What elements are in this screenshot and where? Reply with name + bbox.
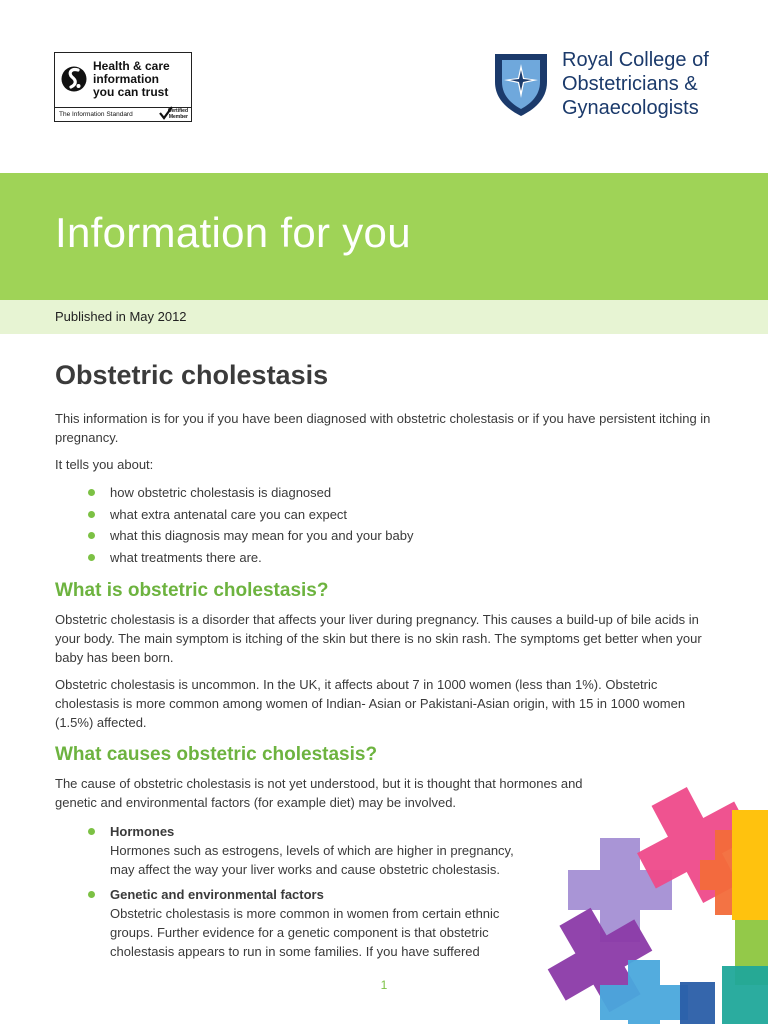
list-item: what treatments there are. <box>55 547 715 569</box>
factor-text: Obstetric cholestasis is more common in women from certain ethnic groups. Further evidence for a genetic component is that obstetric cholestasis appears to run in some families. If you have suffered <box>110 906 500 959</box>
rcog-name: Royal College of Obstetricians & Gynaecologists <box>562 49 709 119</box>
section-paragraph: Obstetric cholestasis is uncommon. In the UK, it affects about 7 in 1000 women (less than 1%). Obstetric cholestasis is more common among women of Indian- Asian or Pakistani-Asian origin, with 15 in 1000 women (1.5%) affected. <box>55 677 686 730</box>
title-banner <box>0 173 768 300</box>
trust-logo-text: Health & care information you can trust <box>93 59 170 99</box>
page-number: 1 <box>380 978 388 992</box>
list-item: how obstetric cholestasis is diagnosed <box>55 482 715 504</box>
page-header <box>0 0 768 173</box>
intro-paragraph: This information is for you if you have been diagnosed with obstetric cholestasis or if you have persistent itching in pregnancy. <box>55 411 711 445</box>
factor-text: Hormones such as estrogens, levels of which are higher in pregnancy, may affect the way your liver works and cause obstetric cholestasis. <box>110 843 514 877</box>
factor-title: Hormones <box>110 824 175 839</box>
list-item <box>55 822 525 879</box>
banner-title: Information for you <box>55 209 411 256</box>
section-paragraph: The cause of obstetric cholestasis is not yet understood, but it is thought that hormones and genetic and environmental factors (for example diet) may be involved. <box>55 776 583 810</box>
tells-paragraph: It tells you about: <box>55 457 154 472</box>
published-date: Published in May 2012 <box>55 309 187 324</box>
page-title: Obstetric cholestasis <box>55 360 329 390</box>
section-heading: What is obstetric cholestasis? <box>55 580 329 601</box>
yellow-cross <box>732 810 768 920</box>
certified-member-label: Certified Member <box>167 108 188 120</box>
rcog-shield-logo-icon <box>493 52 549 118</box>
factor-title: Genetic and environmental factors <box>110 887 324 902</box>
list-item: what this diagnosis may mean for you and your baby <box>55 525 715 547</box>
information-standard-label: The Information Standard <box>55 107 191 121</box>
topics-list <box>55 482 715 568</box>
list-item <box>55 885 525 961</box>
list-item: what extra antenatal care you can expect <box>55 504 715 526</box>
section-paragraph: Obstetric cholestasis is a disorder that affects your liver during pregnancy. This causes a build-up of bile acids in your body. The main symptom is itching of the skin but there is no skin rash. The symptoms get better when your baby has been born. <box>55 612 702 665</box>
section-heading: What causes obstetric cholestasis? <box>55 744 378 765</box>
teal-cross <box>722 966 768 1024</box>
information-standard-logo <box>54 52 192 122</box>
information-standard-s-icon <box>61 59 87 99</box>
published-bar <box>0 300 768 334</box>
factors-list <box>55 822 525 961</box>
